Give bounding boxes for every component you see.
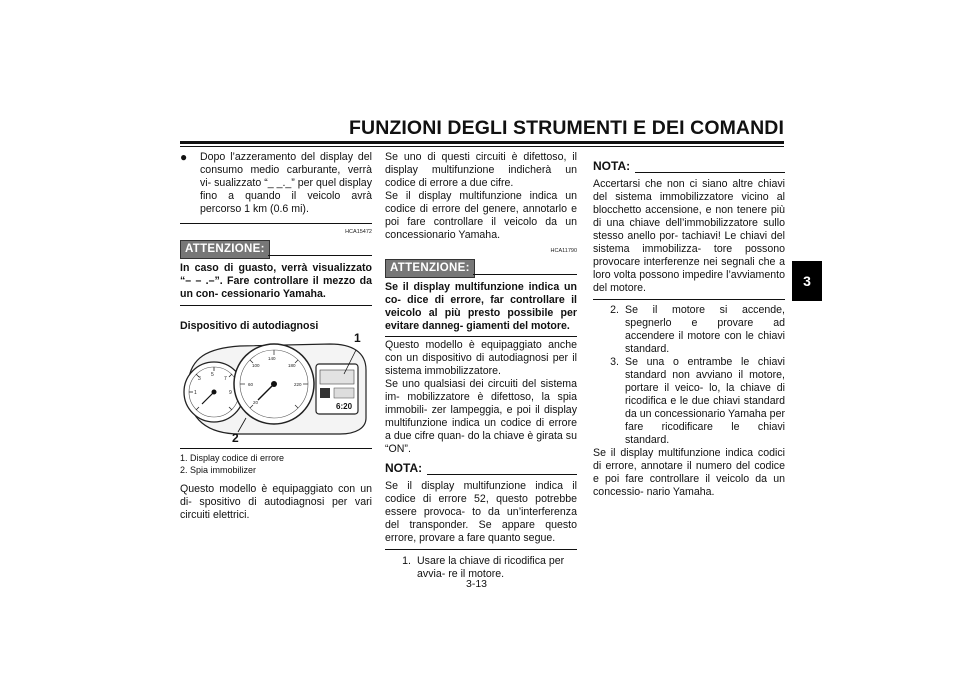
paragraph: Questo modello è equipaggiato anche con un dispositivo di autodiagnosi per il sistema immobilizzatore. xyxy=(385,339,577,377)
bullet-icon: ● xyxy=(180,150,188,164)
nota-text: Se il display multifunzione indica il codice di errore 52, questo potrebbe essere provoca- to da un’interferenza del transponder. Se appare questo errore, provare a fare quanto segue. xyxy=(385,480,577,544)
callout-2: 2 xyxy=(232,431,239,445)
body-text: Questo modello è equipaggiato con un di- spositivo di autodiagnosi per vari circuiti elettrici. xyxy=(180,483,372,521)
attention-label: ATTENZIONE: xyxy=(385,259,475,278)
attention-code: HCA11790 xyxy=(550,248,577,254)
list-item xyxy=(593,356,785,447)
page-title: FUNZIONI DEGLI STRUMENTI E DEI COMANDI xyxy=(349,117,784,139)
attention-code: HCA15472 xyxy=(345,229,372,235)
paragraph: Se uno qualsiasi dei circuiti del sistema im- mobilizzatore è difettoso, la spia immobili- zer lampeggia, e poi il display multifunzione indica un codice di errore a due cifre quan- do la chiave è girata su “ON”. xyxy=(385,378,577,455)
chapter-tab: 3 xyxy=(792,261,822,301)
svg-text:20: 20 xyxy=(253,400,259,405)
callout-1: 1 xyxy=(354,331,361,345)
separator xyxy=(593,299,785,300)
nota-heading xyxy=(385,462,577,478)
svg-text:60: 60 xyxy=(248,382,254,387)
svg-text:1: 1 xyxy=(194,390,197,396)
svg-text:3: 3 xyxy=(198,376,201,382)
section-title: Dispositivo di autodiagnosi xyxy=(180,320,319,332)
figure-legend xyxy=(180,452,372,476)
nota-label: NOTA: xyxy=(593,159,631,173)
legend-item-2: 2. Spia immobilizer xyxy=(180,465,257,475)
step-text: Se una o entrambe le chiavi standard non avviano il motore, portare il veico- lo, la chiave di ricodifica e le due chiavi standard da un concessionario Yamaha per fare ricodificare le chiavi standard. xyxy=(625,356,785,446)
closing-text: Se il display multifunzione indica codici di errore, annotare il numero del codice e poi fare controllare il veicolo da un concessio- nario Yamaha. xyxy=(593,447,785,498)
bullet-item xyxy=(180,151,372,216)
attention-text: In caso di guasto, verrà visualizzato “– – .–”. Fare controllare il mezzo da un con- cessionario Yamaha. xyxy=(180,262,372,300)
attention-heading xyxy=(180,240,372,259)
svg-text:5: 5 xyxy=(211,372,214,378)
clock-readout: 6:20 xyxy=(336,402,353,411)
step-number: 2. xyxy=(610,304,619,316)
step-text: Se il motore si accende, spegnerlo e provare ad accendere il motore con le chiavi standard. xyxy=(625,304,785,355)
legend-item-1: 1. Display codice di errore xyxy=(180,453,285,463)
attention-line xyxy=(268,255,372,256)
paragraph: Se il display multifunzione indica un codice di errore del genere, annotarlo e poi fare controllare il veicolo da un concessionario Yamaha. xyxy=(385,190,577,241)
nota-label: NOTA: xyxy=(385,461,423,475)
separator xyxy=(180,223,372,224)
column-2 xyxy=(385,151,577,581)
attention-label: ATTENZIONE: xyxy=(180,240,270,259)
attention-line xyxy=(473,274,577,275)
header-rule xyxy=(180,141,784,144)
attention-text: Se il display multifunzione indica un co- dice di errore, far controllare il veicolo al più presto possibile per evitare danneg- giamenti del motore. xyxy=(385,281,577,332)
nota-line xyxy=(635,172,785,173)
step-number: 3. xyxy=(610,356,619,368)
instrument-cluster-figure xyxy=(180,330,376,446)
column-1 xyxy=(180,151,372,333)
figure-rule xyxy=(180,448,372,449)
nota-heading xyxy=(593,160,785,176)
bullet-text: Dopo l’azzeramento del display del consumo medio carburante, verrà vi- sualizzato “_ _._” per quel display fino a quando il veicolo avrà percorso 1 km (0.6 mi). xyxy=(200,151,372,215)
attention-heading xyxy=(385,259,577,278)
svg-text:180: 180 xyxy=(288,363,296,368)
list-item xyxy=(593,304,785,356)
svg-text:220: 220 xyxy=(294,382,302,387)
column-3 xyxy=(593,160,785,499)
page-number: 3-13 xyxy=(466,578,488,590)
svg-text:7: 7 xyxy=(224,376,227,382)
paragraph: Se uno di questi circuiti è difettoso, il display multifunzione indicherà un codice di errore a due cifre. xyxy=(385,151,577,189)
svg-text:9: 9 xyxy=(229,390,232,396)
separator xyxy=(385,336,577,337)
step-number: 1. xyxy=(402,555,411,567)
separator xyxy=(180,305,372,306)
nota-text: Accertarsi che non ci siano altre chiavi del sistema immobilizzatore vicino al blocchetto accensione, e non tenere più di una chiave dell’immobilizzatore sullo stesso anello por- tachiavi! Le chiavi del sistema immobilizza- tore possono provocare interferenze nei segnali che a loro volta possono impedire l’avviamento del motore. xyxy=(593,178,785,294)
separator xyxy=(385,549,577,550)
step-text: Usare la chiave di ricodifica per avvia- re il motore. xyxy=(417,555,565,580)
nota-line xyxy=(427,474,577,475)
svg-text:100: 100 xyxy=(252,363,260,368)
svg-text:140: 140 xyxy=(268,356,276,361)
header-rule-thin xyxy=(180,146,784,147)
